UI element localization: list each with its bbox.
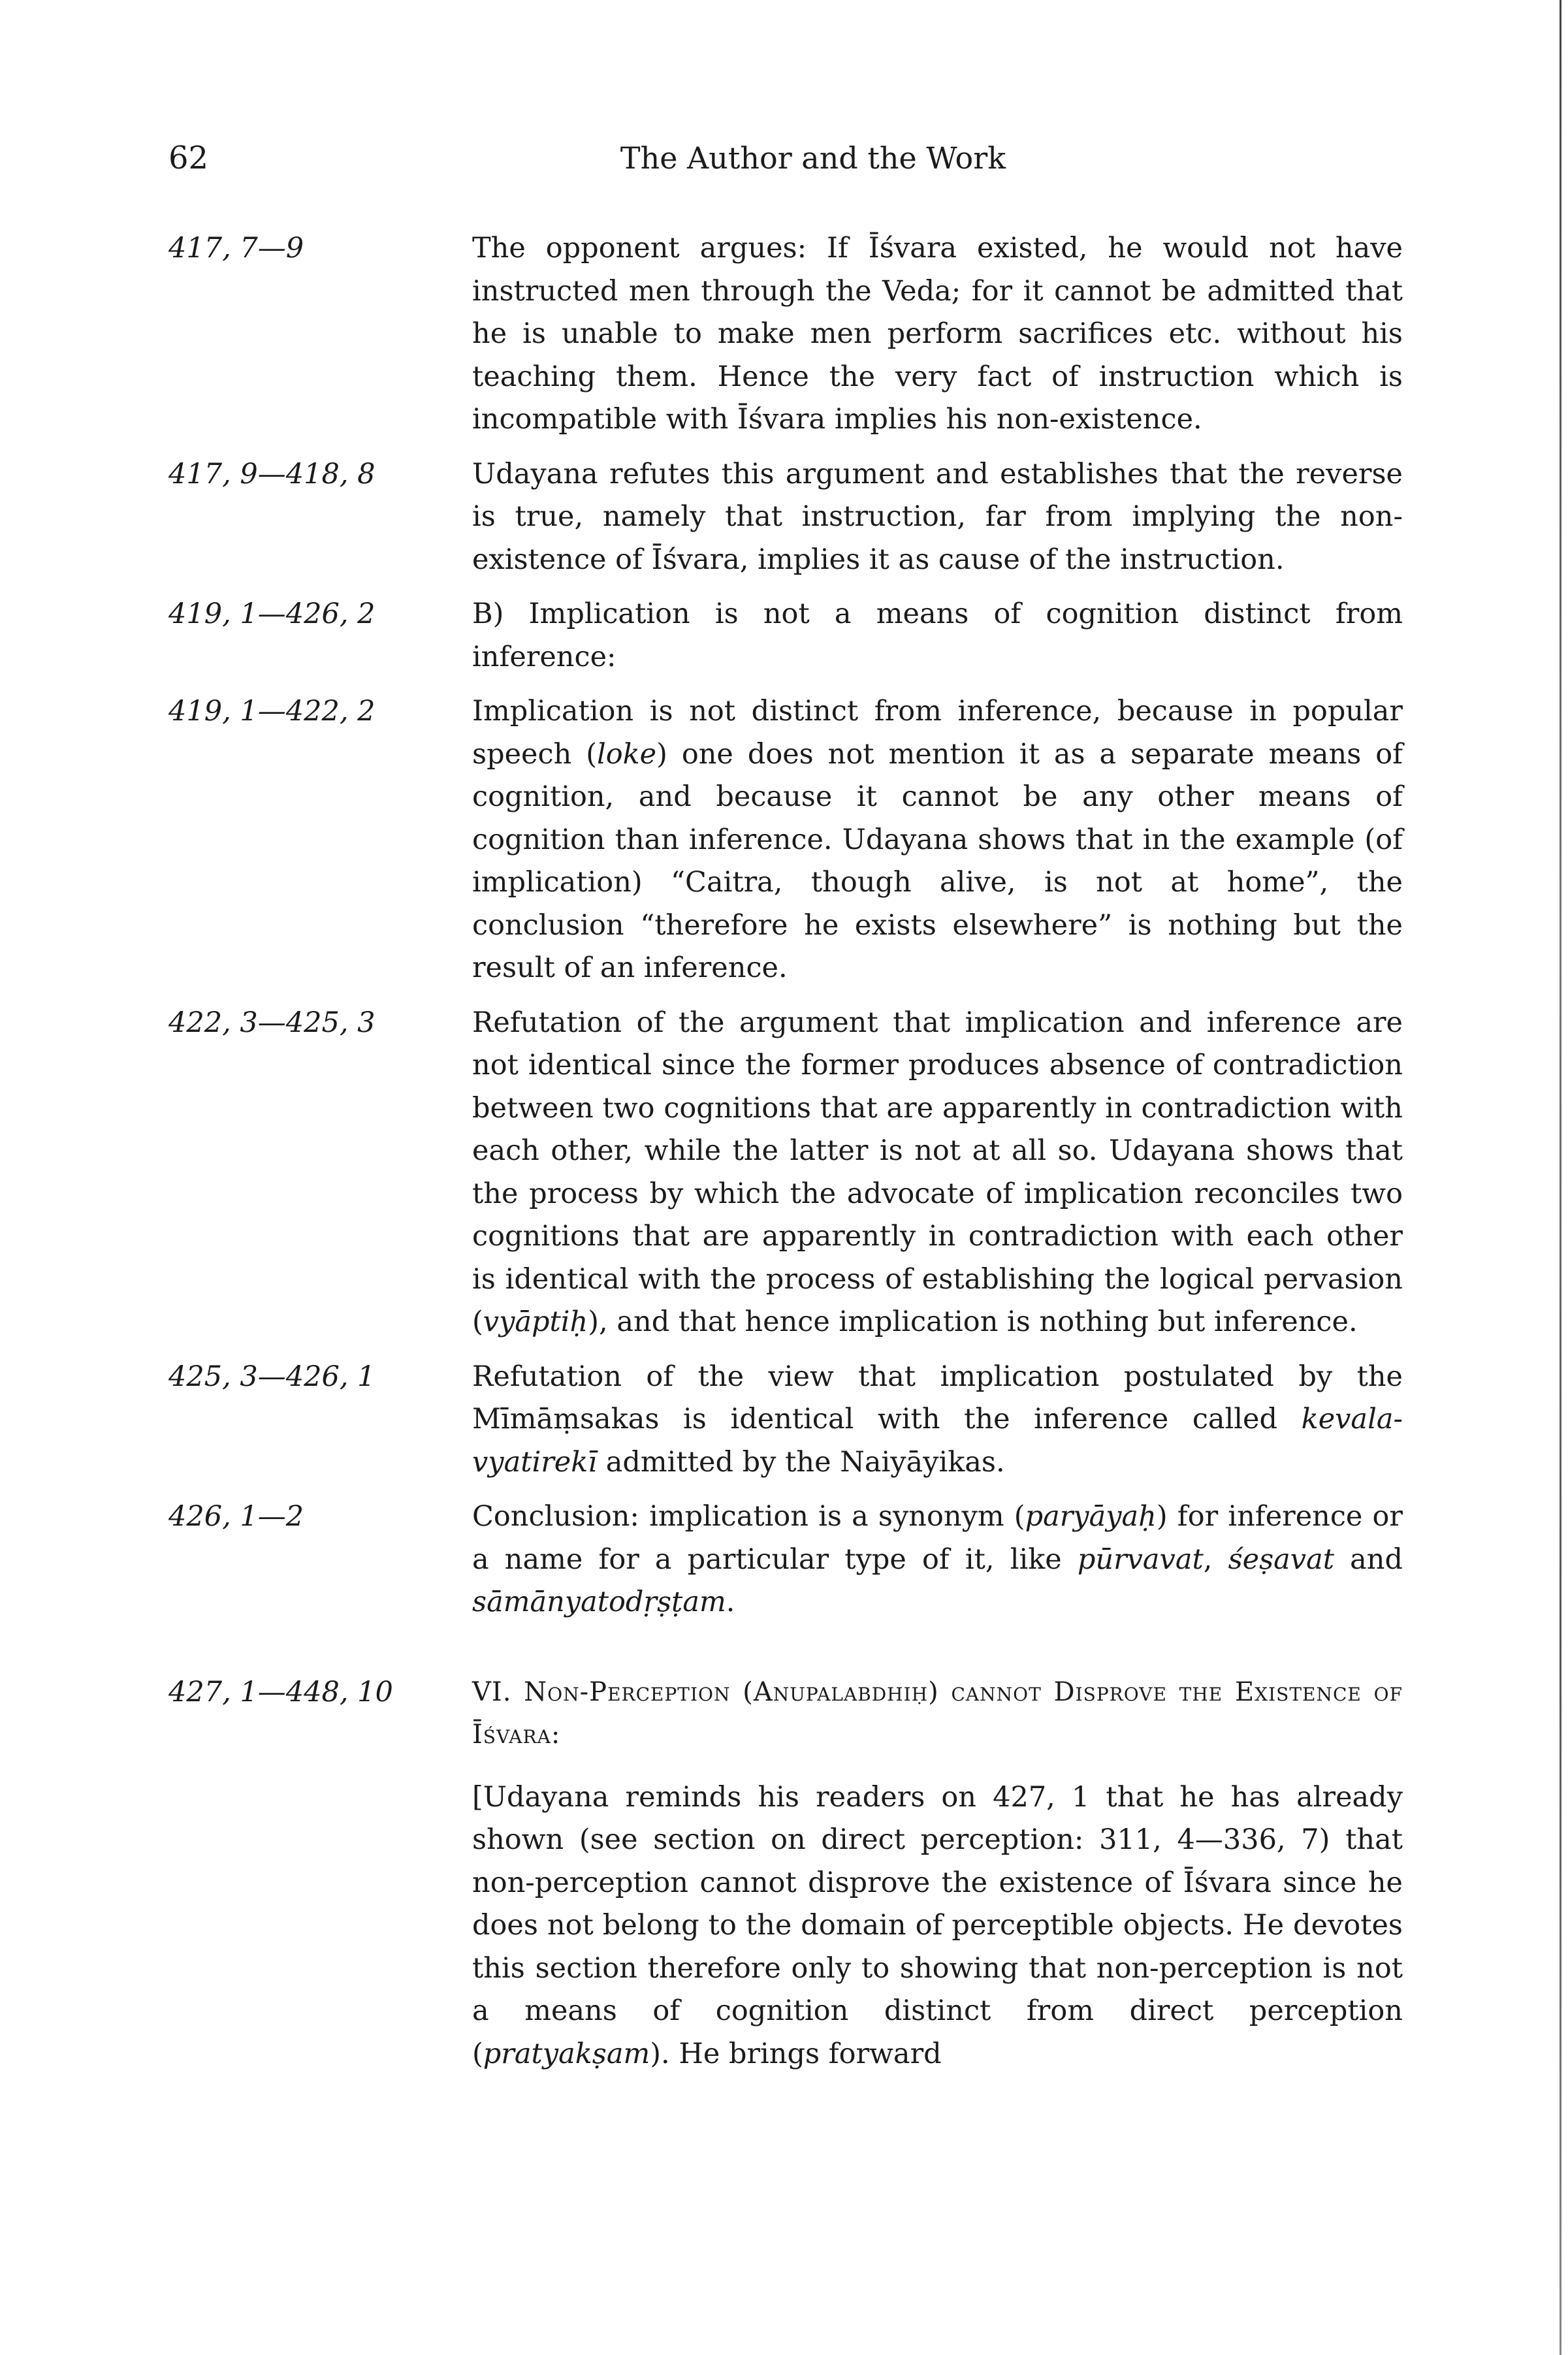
text-segment: admitted by the Naiyāyikas. xyxy=(597,1445,1005,1479)
text-segment: ), and that hence implication is nothing but inference. xyxy=(588,1306,1358,1338)
entry xyxy=(168,1356,1403,1484)
text-segment: ) one does not mention it as a separate means of cognition, and because it cannot be any other means of cognition than inference. Udayana shows that in the example (of implication) “Caitra, though alive, is not at home”, the conclusion “therefore he exists elsewhere” is nothing but the result of an inference. xyxy=(472,737,1403,984)
entry xyxy=(168,1671,1403,2076)
text-segment: , xyxy=(1203,1543,1228,1576)
text-segment: Conclusion: implication is a synonym ( xyxy=(472,1500,1025,1533)
italic-term: paryāyaḥ xyxy=(1025,1500,1157,1533)
entry xyxy=(168,593,1403,679)
italic-term: vyāptiḥ xyxy=(483,1306,588,1338)
italic-term: pratyakṣam xyxy=(483,2037,650,2070)
section-heading: VI. Non-Perception (Anupalabdhiḥ) cannot Disprove the Existence of Īśvara: xyxy=(472,1676,1403,1750)
italic-term: śeṣavat xyxy=(1228,1543,1334,1576)
text-segment: ). He brings forward xyxy=(650,2037,942,2070)
text-segment: and xyxy=(1334,1543,1403,1576)
entry-reference: 422, 3—425, 3 xyxy=(168,1006,376,1039)
running-title: The Author and the Work xyxy=(620,140,1006,176)
page-edge-shadow xyxy=(1560,0,1561,2355)
entry-text xyxy=(472,690,1403,990)
entry-reference: 426, 1—2 xyxy=(168,1500,304,1533)
entry xyxy=(168,1002,1403,1344)
entry-reference: 419, 1—426, 2 xyxy=(168,598,376,630)
entry-text: B) Implication is not a means of cognition distinct from inference: xyxy=(472,598,1403,673)
text-segment: Refutation of the view that implication postulated by the Mīmāṃsakas is identical with the inference called xyxy=(472,1360,1403,1435)
entry-text: The opponent argues: If Īśvara existed, he would not have instructed men through the Veda; for it cannot be admitted that he is unable to make men perform sacrifices etc. without his teaching them. Hence the very fact of instruction which is incompatible with Īśvara implies his non-existence. xyxy=(472,232,1403,436)
entry-reference: 417, 7—9 xyxy=(168,232,304,264)
entry-reference: 427, 1—448, 10 xyxy=(168,1675,393,1708)
entry-text xyxy=(472,1002,1403,1344)
entry-reference: 425, 3—426, 1 xyxy=(168,1360,376,1393)
entry-reference: 419, 1—422, 2 xyxy=(168,695,376,728)
text-segment: Refutation of the argument that implication and inference are not identical since the former produces absence of contradiction between two cognitions that are apparently in contradiction with each other, while the latter is not at all so. Udayana shows that the process by which the advocate of implication reconciles two cognitions that are apparently in contradiction with each other is identical with the process of establishing the logical pervasion ( xyxy=(472,1006,1403,1338)
text-segment: . xyxy=(726,1586,735,1618)
page-number: 62 xyxy=(168,140,209,176)
entry xyxy=(168,690,1403,990)
entry-text: Udayana refutes this argument and establishes that the reverse is true, namely that instruction, far from implying the non-existence of Īśvara, implies it as cause of the instruction. xyxy=(472,457,1403,576)
entry xyxy=(168,227,1403,441)
entry xyxy=(168,1496,1403,1624)
text-segment: [Udayana reminds his readers on 427, 1 that he has already shown (see section on direct perception: 311, 4—336, 7) that non-perception cannot disprove the existence of Īśvara since he does not belong to the domain of perceptible objects. He devotes this section therefore only to showing that non-perception is not a means of cognition distinct from direct perception ( xyxy=(472,1780,1403,2070)
entry-reference: 417, 9—418, 8 xyxy=(168,457,376,490)
entry-text xyxy=(472,1356,1403,1484)
entry-text xyxy=(472,1496,1403,1624)
italic-term: pūrvavat xyxy=(1077,1543,1204,1576)
entry xyxy=(168,453,1403,582)
text-segment: Implication is not distinct from inference, because in popular speech ( xyxy=(472,695,1403,771)
section-paragraph xyxy=(472,1776,1403,2076)
summary-entries xyxy=(168,227,1403,2087)
text-segment: ) for inference or a name for a particular type of it, like xyxy=(472,1500,1403,1576)
italic-term: loke xyxy=(596,737,657,771)
italic-term: kevala-vyatirekī xyxy=(472,1403,1403,1479)
italic-term: sāmānyatodṛṣṭam xyxy=(472,1586,726,1618)
